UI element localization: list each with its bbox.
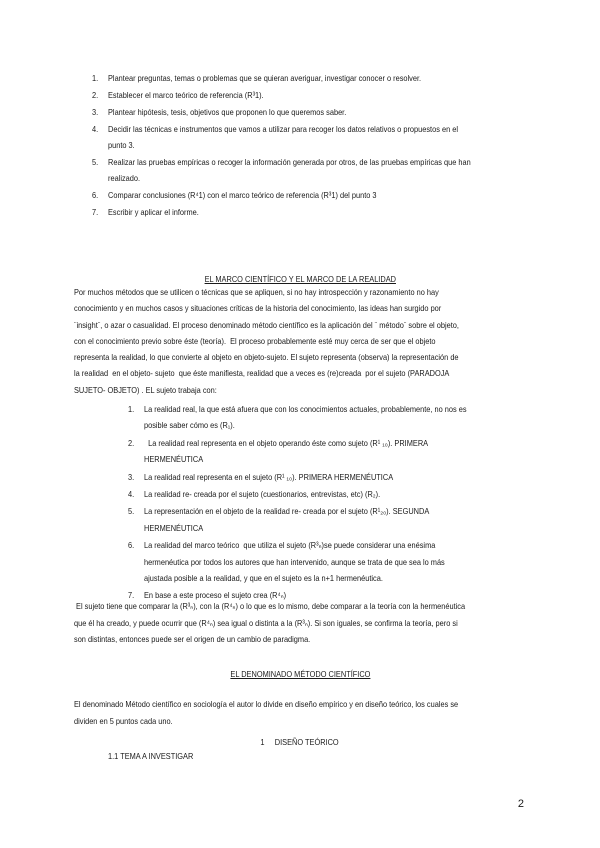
- list-item: [128, 486, 548, 502]
- section-title-text: 1 DISEÑO TEÓRICO: [260, 737, 340, 747]
- list-item-text: La realidad real representa en el objeto operando éste como sujeto (R¹ ₁₀). PRIMERA: [144, 437, 429, 448]
- list-item: [92, 187, 572, 203]
- list-item: [92, 121, 572, 153]
- list-item-number: 1.: [92, 73, 99, 83]
- list-item-text: HERMENÉUTICA: [144, 522, 204, 533]
- list-item: [128, 537, 548, 586]
- list-item-text: La realidad del marco teórico que utiliza el sujeto (R³ₙ)se puede considerar una enésima: [144, 540, 436, 551]
- list-item-number: 3.: [92, 107, 99, 117]
- list-item: [92, 87, 572, 103]
- list-item-text: Plantear hipótesis, tesis, objetivos que proponen lo que queremos saber.: [108, 107, 347, 117]
- list-item: [92, 104, 572, 120]
- section-title: [0, 732, 600, 750]
- list-item-text: La realidad real representa en el sujeto (R¹ ₁₀). PRIMERA HERMENÉUTICA: [144, 471, 394, 482]
- list-item-text: Decidir las técnicas e instrumentos que vamos a utilizar para recoger los datos relativos o propuestos en el: [108, 124, 459, 134]
- paragraph-line: conocimiento y en muchos casos y situaciones críticas de la historia del conocimiento, las ideas han surgido por: [74, 303, 442, 314]
- paragraph-line: la realidad en el objeto- sujeto que éste manifiesta, realidad que a veces es (re)creada por el sujeto (PARADOJA: [74, 368, 450, 379]
- list-item-number: 2.: [128, 437, 135, 448]
- list-item: [128, 503, 548, 536]
- page-number: 2: [517, 798, 524, 810]
- section-heading-metodo: [0, 664, 600, 682]
- paragraph-line: El sujeto tiene que comparar la (R³ₙ), con la (R⁴ₙ) o lo que es lo mismo, debe comparar a la teoría con la hermenéutica: [74, 601, 466, 611]
- paragraph-line: El denominado Método científico en sociología el autor lo divide en diseño empírico y en diseño teórico, los cuales se: [74, 699, 459, 709]
- subsection-title: 1.1 TEMA A INVESTIGAR: [108, 751, 194, 761]
- paragraph-line: que él ha creado, y puede ocurrir que (R⁴ₙ) sea igual o distinta a la (R³ₙ). Si son iguales, se confirma la teoría, pero si: [74, 617, 458, 628]
- list-item: [128, 401, 548, 434]
- paragraph-line: con el conocimiento previo sobre éste (teoría). El proceso probablemente esté muy cerca de ser que el objeto: [74, 335, 436, 346]
- list-item-text: Plantear preguntas, temas o problemas que se quieran averiguar, investigar conocer o resolver.: [108, 73, 422, 83]
- list-item-number: 5.: [128, 506, 135, 517]
- list-item-text: En base a este proceso el sujeto crea (R⁴ₙ): [144, 590, 287, 601]
- list-item-text: La representación en el objeto de la realidad re- creada por el sujeto (R¹₂₀). SEGUNDA: [144, 506, 430, 517]
- paragraph-marco: [74, 284, 574, 398]
- list-item: [128, 435, 548, 468]
- list-item-number: 2.: [92, 90, 99, 100]
- heading-metodo-text: EL DENOMINADO MÉTODO CIENTÍFICO: [229, 669, 371, 679]
- list-item-text: Realizar las pruebas empíricas o recoger la información generada por otros, de las pruebas empíricas que han: [108, 157, 471, 167]
- list-item-number: 5.: [92, 157, 99, 167]
- list-item: [92, 204, 572, 220]
- list-item-number: 3.: [128, 471, 135, 482]
- paragraph-line: ¨insight¨, o azar o casualidad. El proceso denominado método científico es la aplicación del ¨ método¨ sobre el objeto,: [74, 319, 459, 330]
- list-item-number: 6.: [128, 540, 135, 551]
- list-item-number: 7.: [128, 590, 135, 601]
- list-item-text: realizado.: [108, 173, 141, 183]
- list-item-number: 6.: [92, 190, 99, 200]
- list-item-text: La realidad real, la que está afuera que con los conocimientos actuales, probablemente, no nos es: [144, 404, 467, 414]
- list-item-number: 4.: [128, 488, 135, 499]
- paragraph-line: representa la realidad, lo que convierte al objeto en objeto-sujeto. El sujeto representa (observa) la representación de: [74, 352, 459, 363]
- list-item-text: La realidad re- creada por el sujeto (cuestionarios, entrevistas, etc) (R₂).: [144, 488, 381, 499]
- list-item-number: 4.: [92, 124, 99, 134]
- steps-list: [92, 70, 572, 221]
- list-item-text: ajustada posible a la realidad, y que en el sujeto es la n+1 hermenéutica.: [144, 572, 383, 583]
- list-item-text: punto 3.: [108, 140, 135, 150]
- list-item: [128, 469, 548, 485]
- list-item-number: 1.: [128, 404, 135, 414]
- list-item-text: HERMENÉUTICA: [144, 454, 204, 465]
- list-item-number: 7.: [92, 207, 99, 217]
- list-item: [92, 70, 572, 86]
- paragraph-line: SUJETO- OBJETO) . EL sujeto trabaja con:: [74, 384, 217, 395]
- list-item: [92, 154, 572, 186]
- paragraph-comparison: [74, 598, 574, 648]
- paragraph-line: Por muchos métodos que se utilicen o técnicas que se apliquen, si no hay introspección y razonamiento no hay: [74, 287, 439, 297]
- list-item-text: Comparar conclusiones (R⁴1) con el marco teórico de referencia (R³1) del punto 3: [108, 190, 377, 200]
- list-item-text: posible saber cómo es (R₁).: [144, 420, 235, 431]
- list-item-text: Establecer el marco teórico de referencia (R³1).: [108, 90, 264, 100]
- paragraph-metodo: [74, 696, 574, 729]
- heading-marco-text: EL MARCO CIENTÍFICO Y EL MARCO DE LA REALIDAD: [204, 274, 396, 284]
- paragraph-line: dividen en 5 puntos cada uno.: [74, 715, 173, 726]
- list-item-text: Escribir y aplicar el informe.: [108, 207, 199, 217]
- paragraph-line: son distintas, entonces puede ser el origen de un cambio de paradigma.: [74, 634, 311, 644]
- list-item-text: hermenéutica por todos los autores que han intervenido, aunque se trata de que sea lo más: [144, 556, 445, 567]
- reality-list: [128, 401, 548, 605]
